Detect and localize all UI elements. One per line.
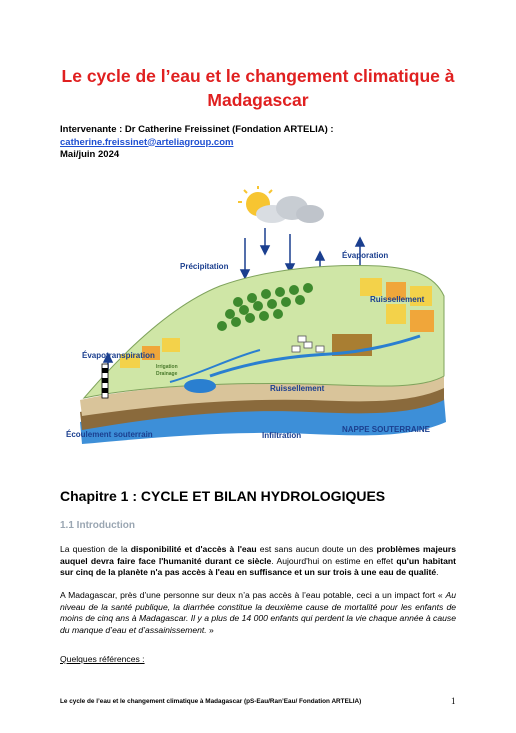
paragraph-1: La question de la disponibilité et d'accès à l'eau est sans aucun doute un des problèmes majeurs auquel devra faire face l'humanité durant ce siècle. Aujourd'hui on estime en effet qu'un habitant sur cinq de la planète n'a pas accès à l'eau en suffisance et un sur trois à une eau de qualité. — [60, 544, 456, 578]
label-drainage: Drainage — [156, 371, 178, 377]
paragraph-2: A Madagascar, près d’une personne sur deux n’a pas accès à l’eau potable, ceci a un impact fort « Au niveau de la santé publique, la diarrhée constitue la deuxième cause de mortalité pour les enfants de moins de cinq ans à Madagascar. Il y a plus de 14 000 enfants qui perdent la vie chaque année à cause du manque d’eau et d’assainissement. » — [60, 590, 456, 635]
label-evapotranspiration: Évapotranspiration — [82, 351, 155, 360]
chapter-title: Chapitre 1 : CYCLE ET BILAN HYDROLOGIQUES — [60, 488, 386, 504]
email-link[interactable]: catherine.freissinet@arteliagroup.com — [60, 136, 234, 148]
label-evaporation: Évaporation — [342, 251, 389, 260]
gauge-post-icon — [102, 364, 108, 398]
page-number: 1 — [451, 696, 456, 706]
section-title: 1.1 Introduction — [60, 520, 135, 531]
document-title: Le cycle de l’eau et le changement climatique à Madagascar — [61, 66, 455, 110]
date-line: Mai/juin 2024 — [60, 149, 120, 160]
label-groundwater-flow: Écoulement souterrain — [66, 430, 153, 439]
label-runoff-bottom: Ruissellement — [270, 384, 325, 393]
lake — [184, 379, 216, 393]
water-cycle-illustration — [60, 186, 460, 450]
speaker-line: Intervenante : Dr Catherine Freissinet (Fondation ARTELIA) : — [60, 124, 334, 135]
label-runoff-top: Ruissellement — [370, 295, 425, 304]
label-aquifer: NAPPE SOUTERRAINE — [342, 425, 431, 434]
label-precipitation: Précipitation — [180, 262, 229, 271]
page-footer: Le cycle de l’eau et le changement climatique à Madagascar (pS-Eau/Ran’Eau/ Fondation ARTELIA) — [60, 698, 362, 705]
label-irrigation: Irrigation — [156, 364, 178, 370]
label-infiltration: Infiltration — [262, 431, 302, 440]
references-heading: Quelques références : — [60, 654, 145, 664]
document-meta — [60, 124, 334, 162]
